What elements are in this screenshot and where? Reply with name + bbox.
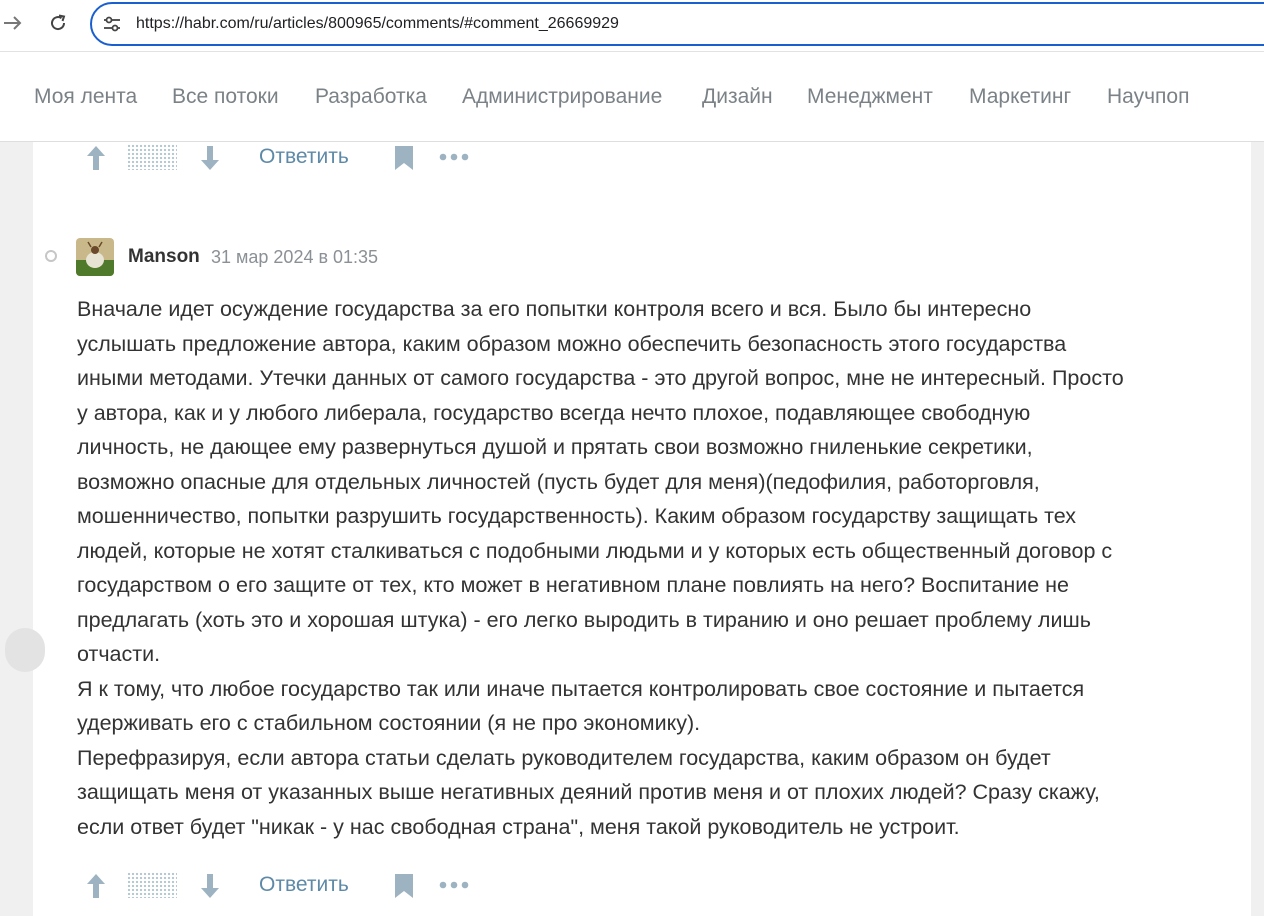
- more-button[interactable]: [438, 878, 470, 896]
- arrow-right-icon: [2, 12, 24, 34]
- reply-button[interactable]: Ответить: [259, 145, 349, 168]
- comment-line: людей, которые не хотят сталкиваться с подобными людьми и у которых есть общественный договор с: [77, 538, 1113, 563]
- comment-line: Перефразируя, если автора статьи сделать руководителем государства, каким образом он будет: [77, 745, 1051, 770]
- bookmark-icon: [393, 144, 415, 172]
- arrow-down-icon: [197, 144, 223, 172]
- flows-nav: [0, 52, 1264, 142]
- nav-item-popsci[interactable]: Научпоп: [1107, 85, 1190, 108]
- comment-line: мошенничество, попытки разрушить государственность). Каким образом государству защищать тех: [77, 504, 1076, 528]
- comment-line: возможно опасные для отдельных личностей (пусть будет для меня)(педофилия, работорговля,: [77, 469, 1040, 494]
- site-info-button[interactable]: [102, 14, 122, 34]
- comment-author[interactable]: Manson: [128, 246, 200, 267]
- reload-button[interactable]: [45, 10, 71, 36]
- url-text[interactable]: https://habr.com/ru/articles/800965/comments/#comment_26669929: [136, 15, 619, 32]
- arrow-up-icon: [83, 144, 109, 172]
- reload-icon: [47, 12, 69, 34]
- comment-actions: [33, 870, 533, 910]
- comment-timestamp[interactable]: 31 мар 2024 в 01:35: [211, 247, 379, 267]
- comment-line: Я к тому, что любое государство так или иначе пытается контролировать свое состояние и пытается: [77, 676, 1085, 701]
- nav-item-development[interactable]: Разработка: [315, 85, 427, 108]
- bookmark-button[interactable]: [393, 872, 415, 905]
- nav-item-design[interactable]: Дизайн: [702, 85, 773, 108]
- more-dots-icon: [438, 151, 470, 163]
- comment-line: у автора, как и у любого либерала, государство всегда нечто плохое, подавляющее свободную: [77, 400, 1031, 425]
- arrow-down-icon: [197, 872, 223, 900]
- avatar-image: [76, 238, 114, 276]
- comment-line: иными методами. Утечки данных от самого государства - это другой вопрос, мне не интересный. Просто: [77, 366, 1124, 390]
- comment-line: услышать предложение автора, каким образом можно обеспечить безопасность этого государства: [77, 331, 1067, 356]
- comment-line: Вначале идет осуждение государства за его попытки контроля всего и вся. Было бы интересно: [77, 297, 1032, 321]
- nav-item-admin[interactable]: Администрирование: [462, 85, 663, 108]
- nav-item-my-feed[interactable]: Моя лента: [34, 85, 138, 108]
- thread-toggle[interactable]: [45, 250, 57, 262]
- comment-body: [77, 292, 1237, 844]
- vote-score-hidden: [127, 872, 177, 898]
- forward-button[interactable]: [0, 10, 26, 36]
- arrow-up-icon: [83, 872, 109, 900]
- comment-line: личность, не дающее ему развернуться душой и прятать свои возможно гниленькие секретики,: [77, 435, 1033, 459]
- vote-down-button[interactable]: [197, 872, 223, 905]
- nav-item-management[interactable]: Менеджмент: [807, 85, 933, 108]
- address-bar[interactable]: [90, 2, 1264, 46]
- comment-line: если ответ будет "никак - у нас свободная страна", меня такой руководитель не устроит.: [77, 814, 960, 839]
- comment-line: предлагать (хоть это и хорошая штука) - его легко выродить в тиранию и оно решает проблему лишь: [77, 607, 1091, 632]
- comments-card: [33, 142, 1251, 916]
- prev-comment-actions: [33, 142, 533, 182]
- nav-item-all-flows[interactable]: Все потоки: [172, 85, 279, 108]
- vote-score-hidden: [127, 144, 177, 170]
- comment-line: государством о его защите от тех, кто может в негативном плане повлиять на него? Воспитание не: [77, 573, 1069, 597]
- vote-down-button[interactable]: [197, 144, 223, 177]
- more-button[interactable]: [438, 150, 470, 168]
- nav-item-marketing[interactable]: Маркетинг: [969, 85, 1072, 108]
- tune-icon: [102, 14, 122, 34]
- bookmark-icon: [393, 872, 415, 900]
- bookmark-button[interactable]: [393, 144, 415, 177]
- side-scroll-button[interactable]: [5, 628, 45, 672]
- vote-up-button[interactable]: [83, 872, 109, 905]
- comment-line: отчасти.: [77, 642, 161, 666]
- avatar[interactable]: [76, 238, 114, 276]
- browser-toolbar: [0, 0, 1264, 52]
- comment-line: защищать меня от указанных выше негативных деяний против меня и от плохих людей? Сразу скажу,: [77, 780, 1100, 804]
- reply-button[interactable]: Ответить: [259, 873, 349, 896]
- comment-line: удерживать его с стабильном состоянии (я не про экономику).: [77, 711, 701, 735]
- more-dots-icon: [438, 879, 470, 891]
- vote-up-button[interactable]: [83, 144, 109, 177]
